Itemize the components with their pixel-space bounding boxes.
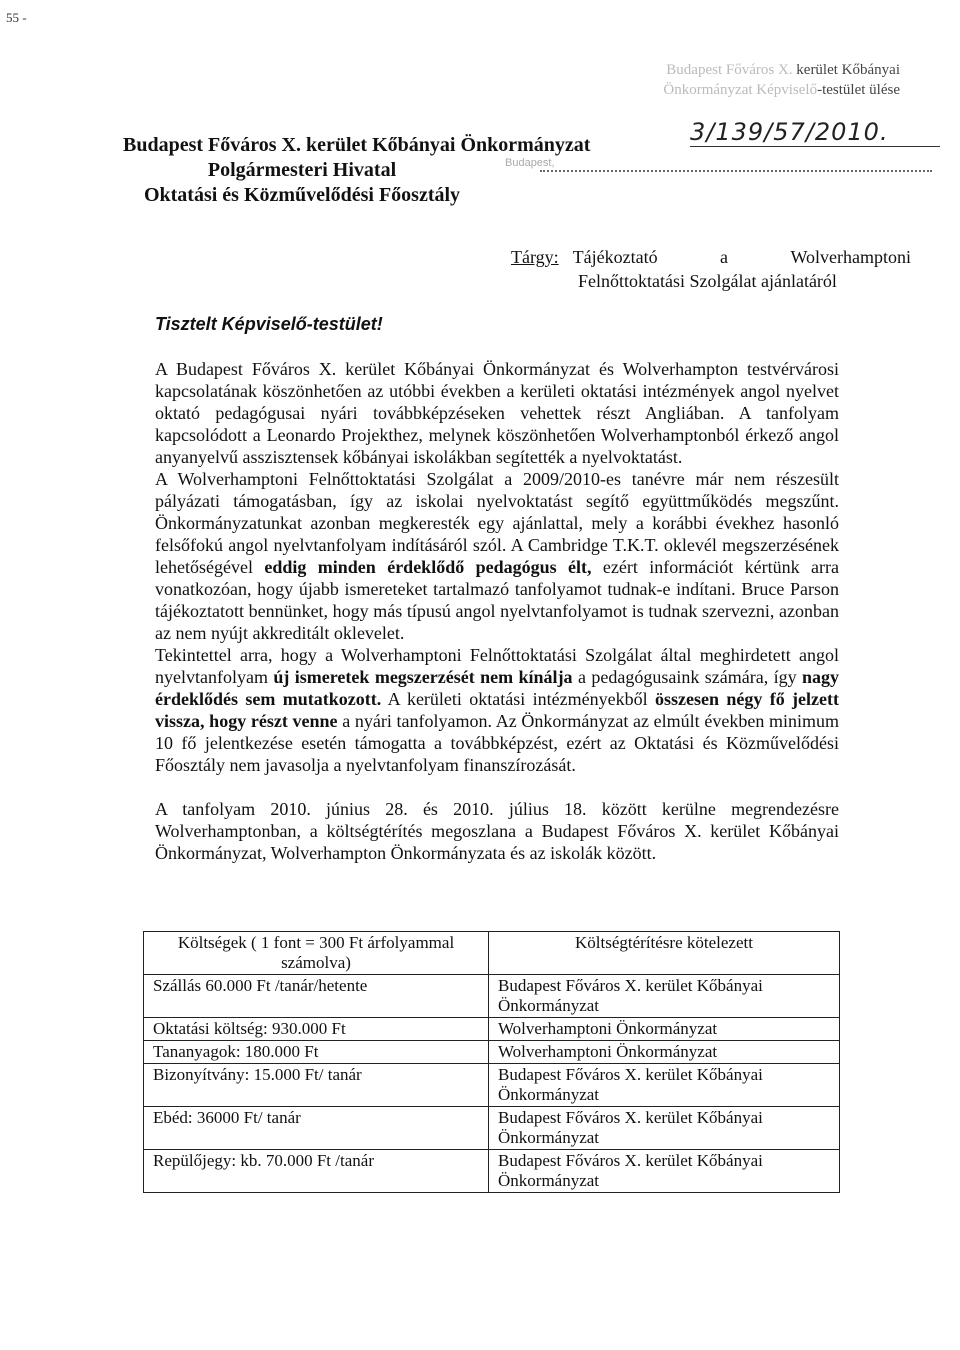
table-cell: Budapest Főváros X. kerület Kőbányai Önkormányzat — [489, 1150, 840, 1193]
emphasis: új ismeretek megszerzését nem kínálja — [273, 667, 573, 687]
letterhead-office: Polgármesteri Hivatal — [207, 159, 397, 181]
table-cell: Szállás 60.000 Ft /tanár/hetente — [144, 975, 489, 1018]
registration-stamp — [663, 60, 900, 100]
subject-text: Wolverhamptoni — [790, 247, 911, 267]
letterhead-department: Oktatási és Közművelődési Főosztály — [143, 184, 461, 206]
table-cell: Tananyagok: 180.000 Ft — [144, 1041, 489, 1064]
paragraph: Tekintettel arra, hogy a Wolverhamptoni Felnőttoktatási Szolgálat által meghirdetett angol nyelvtanfolyam új ismeretek megszerzését nem kínálja a pedagógusaink számára, így nagy érdeklődés sem mutatkozott. A kerületi oktatási intézményekből összesen négy fő jelzett vissza, hogy részt venne a nyári tanfolyamon. Az Önkormányzat az elmúlt években minimum 10 fő jelentkezése esetén támogatta a továbbképzést, ezért az Oktatási és Közművelődési Főosztály nem javasolja a nyelvtanfolyam finanszírozását. — [155, 645, 840, 775]
table-row — [144, 975, 840, 1018]
letter-body — [155, 358, 839, 864]
table-cell: Wolverhamptoni Önkormányzat — [489, 1041, 840, 1064]
table-cell: Budapest Főváros X. kerület Kőbányai Önkormányzat — [489, 1064, 840, 1107]
table-cell: Ebéd: 36000 Ft/ tanár — [144, 1107, 489, 1150]
table-cell: Bizonyítvány: 15.000 Ft/ tanár — [144, 1064, 489, 1107]
subject-block — [511, 245, 911, 293]
paragraph: A Budapest Főváros X. kerület Kőbányai Önkormányzat és Wolverhampton testvérvárosi kapcsolatának köszönhetően az utóbbi években a kerületi oktatási intézmények angol nyelvet oktató pedagógusai nyári továbbképzéseken vehettek részt Angliában. A tanfolyam kapcsolódott a Leonardo Projekthez, melynek köszönhetően Wolverhamptonból érkező angol anyanyelvű asszisztensek kőbányai iskolákban segítették a nyelvoktatást. — [155, 359, 839, 467]
table-row — [144, 1150, 840, 1193]
page-number: 55 - — [6, 10, 27, 25]
table-row — [144, 1064, 840, 1107]
table-row — [144, 1107, 840, 1150]
subject-text: Felnőttoktatási Szolgálat ajánlatáról — [578, 271, 837, 291]
table-cell: Wolverhamptoni Önkormányzat — [489, 1018, 840, 1041]
table-cell: Budapest Főváros X. kerület Kőbányai Önkormányzat — [489, 975, 840, 1018]
stamp-faint-text: Budapest Főváros X. — [666, 62, 797, 78]
table-cell: Oktatási költség: 930.000 Ft — [144, 1018, 489, 1041]
stamp-text: kerület Kőbányai — [796, 62, 900, 78]
table-header-cell: Költségek ( 1 font = 300 Ft árfolyammal számolva) — [144, 932, 489, 975]
table-header-row — [144, 932, 840, 975]
stamp-faint-text: Önkormányzat Képviselő — [663, 82, 818, 98]
paragraph: A Wolverhamptoni Felnőttoktatási Szolgálat a 2009/2010-es tanévre már nem részesült pályázati támogatásban, így az iskolai nyelvoktatást segítő együttműködés megszűnt. Önkormányzatunkat azonban megkeresték egy ajánlattal, mely a korábbi évekhez hasonló felsőfokú angol nyelvtanfolyam indításáról szól. A Cambridge T.K.T. oklevél megszerzésének lehetőségével eddig minden érdeklődő pedagógus élt, ezért információt kértünk arra vonatkozóan, hogy újabb ismereteket tartalmazó tanfolyamot tudnak-e indítani. Bruce Parson tájékoztatott bennünket, hogy más típusú angol nyelvtanfolyamot is tudnak szervezni, azonban az nem nyújt akkreditált oklevelet. — [155, 469, 840, 643]
emphasis: eddig minden érdeklődő pedagógus élt, — [264, 557, 592, 577]
place-date-label: Budapest, — [505, 157, 555, 169]
stamp-text: -testület ülése — [817, 82, 900, 98]
letterhead-organization: Budapest Főváros X. kerület Kőbányai Önkormányzat — [123, 134, 591, 156]
letterhead — [123, 133, 703, 208]
table-cell: Budapest Főváros X. kerület Kőbányai Önkormányzat — [489, 1107, 840, 1150]
emphasis: összesen négy fő jelzett vissza, hogy részt venne — [155, 689, 840, 731]
salutation: Tisztelt Képviselő-testület! — [155, 314, 383, 334]
subject-text: Tájékoztató — [572, 247, 658, 267]
subject-text: a — [720, 247, 729, 267]
table-header-cell: Költségtérítésre kötelezett — [489, 932, 840, 975]
subject-label: Tárgy: — [511, 247, 559, 267]
reference-underline — [690, 146, 940, 147]
cost-table — [143, 931, 840, 1193]
table-row — [144, 1041, 840, 1064]
table-row — [144, 1018, 840, 1041]
paragraph: A tanfolyam 2010. június 28. és 2010. július 18. között kerülne megrendezésre Wolverhamptonban, a költségtérítés megoszlana a Budapest Főváros X. kerület Kőbányai Önkormányzat, Wolverhampton Önkormányzata és az iskolák között. — [155, 799, 839, 863]
emphasis: nagy érdeklődés sem mutatkozott. — [155, 667, 840, 709]
handwritten-reference-number: 3/139/57/2010. — [690, 118, 889, 146]
table-cell: Repülőjegy: kb. 70.000 Ft /tanár — [144, 1150, 489, 1193]
